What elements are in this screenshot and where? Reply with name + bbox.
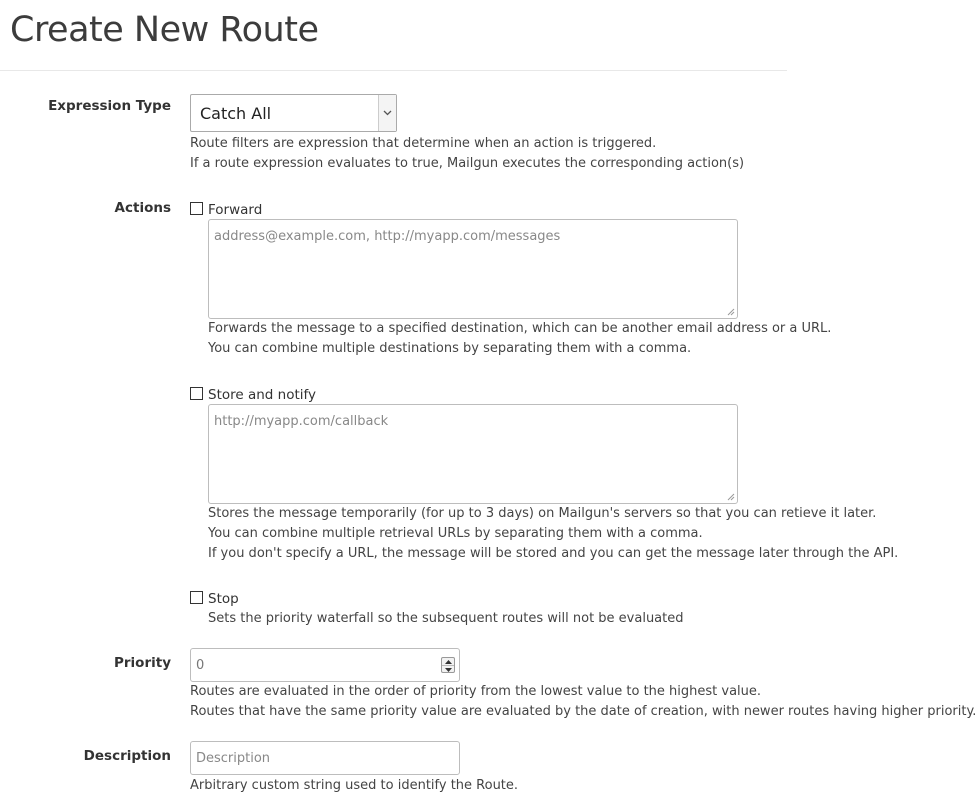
stop-label[interactable]: Stop xyxy=(208,591,239,607)
expression-type-label: Expression Type xyxy=(48,98,171,114)
expression-type-help: Route filters are expression that determine when an action is triggered. If a route expression evaluates to true, Mailgun executes the corresponding action(s) xyxy=(190,136,745,171)
priority-help: Routes are evaluated in the order of priority from the lowest value to the highest value. Routes that have the same priority value are evaluated by the date of creation, with newer routes having higher priority. xyxy=(190,684,976,719)
header-divider xyxy=(0,70,787,71)
expression-type-selected: Catch All xyxy=(200,104,272,123)
stepper-up-icon[interactable] xyxy=(442,658,454,665)
priority-value: 0 xyxy=(196,658,205,673)
resize-handle-icon[interactable] xyxy=(727,308,735,316)
forward-destination-textarea[interactable] xyxy=(208,219,738,319)
stop-checkbox[interactable] xyxy=(190,591,203,604)
priority-stepper[interactable] xyxy=(441,657,455,673)
description-help: Arbitrary custom string used to identify the Route. xyxy=(190,778,519,793)
description-label: Description xyxy=(83,748,171,764)
description-placeholder: Description xyxy=(196,751,271,766)
store-help: Stores the message temporarily (for up to 3 days) on Mailgun's servers so that you can retieve it later. You can combine multiple retrieval URLs by separating them with a comma. If you don't specify a URL, the message will be stored and you can get the message later through the API. xyxy=(208,506,899,561)
chevron-down-icon[interactable] xyxy=(378,95,396,131)
stop-help: Sets the priority waterfall so the subsequent routes will not be evaluated xyxy=(208,611,684,626)
forward-placeholder: address@example.com, http://myapp.com/messages xyxy=(214,229,561,244)
store-notify-checkbox[interactable] xyxy=(190,387,203,400)
expression-type-select[interactable] xyxy=(190,94,397,132)
priority-input[interactable] xyxy=(190,648,460,682)
page-title: Create New Route xyxy=(10,10,319,50)
resize-handle-icon[interactable] xyxy=(727,493,735,501)
forward-checkbox[interactable] xyxy=(190,202,203,215)
forward-help: Forwards the message to a specified destination, which can be another email address or a URL. You can combine multiple destinations by separating them with a comma. xyxy=(208,321,832,356)
store-notify-label[interactable]: Store and notify xyxy=(208,387,317,403)
forward-label[interactable]: Forward xyxy=(208,202,263,218)
store-callback-textarea[interactable] xyxy=(208,404,738,504)
actions-label: Actions xyxy=(114,200,171,216)
description-input[interactable] xyxy=(190,741,460,775)
priority-label: Priority xyxy=(114,655,171,671)
stepper-down-icon[interactable] xyxy=(442,666,454,673)
store-placeholder: http://myapp.com/callback xyxy=(214,414,389,429)
